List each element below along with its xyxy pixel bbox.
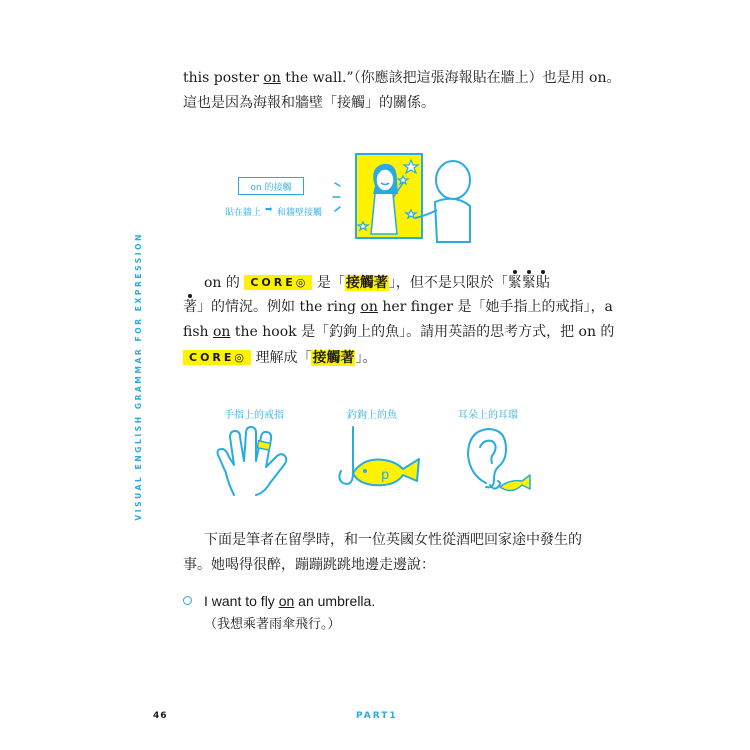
text-span: 」。 [355,350,377,366]
text-span: an umbrella. [294,593,376,609]
caption-earring-on-ear: 耳朵上的耳環 [458,410,518,421]
caption-fish-on-hook: 釣鉤上的魚 [347,410,397,421]
hand-ring-illustration [214,425,294,500]
text-span: fish [183,324,213,340]
page-number: 46 [153,711,168,721]
emphasis-dot-char: 緊 [521,275,536,291]
highlight-contact: 接觸著 [345,275,388,291]
text-span: her finger 是「她手指上的戒指」，a [377,299,613,315]
paragraph-3-line-1: 下面是筆者在留學時，和一位英國女性從酒吧回家途中發生的 [204,532,582,548]
paragraph-1-line-1 [183,71,620,85]
text-span: this poster [183,70,264,86]
emphasis-dot-char: 著 [183,299,197,315]
part-label: PART1 [356,711,398,721]
core-badge: CORE◎ [183,350,251,365]
paragraph-2-line-1 [204,275,550,290]
core-badge: CORE◎ [244,275,312,290]
text-span: 理解成「 [255,350,312,366]
example-chinese: （我想乘著雨傘飛行。） [204,617,341,632]
arrow-right-icon: ➡ [265,205,273,215]
text-span: 」的情況。例如 the ring [197,299,361,315]
underlined-on: on [213,324,231,340]
ear-earring-illustration [460,425,540,500]
underlined-on: on [263,70,281,86]
highlight-contact: 接觸著 [312,350,355,366]
text-span: on 的 [204,275,240,291]
fish-hook-illustration [333,425,428,500]
bullet-circle-icon [183,596,192,605]
emphasis-dot-char: 緊 [507,275,522,291]
underlined-on: on [360,299,378,315]
caption-contact-wall: 和牆壁接觸 [277,208,323,218]
svg-text:p: p [381,468,390,483]
paragraph-2-line-3 [183,325,614,339]
paragraph-1-line-2: 這也是因為海報和牆壁「接觸」的關係。 [183,95,435,111]
side-running-title: VISUAL ENGLISH GRAMMAR FOR EXPRESSION [134,232,143,521]
underlined-on: on [278,593,295,609]
caption-stick-on-wall: 貼在牆上 [225,208,262,218]
paragraph-2-line-4 [183,350,376,365]
text-span: I want to fly [204,593,279,609]
text-span: the hook 是「釣鉤上的魚」。請用英語的思考方式，把 on 的 [230,324,615,340]
poster-on-wall-illustration [325,150,500,250]
on-contact-label-box: on 的接觸 [238,177,304,195]
text-span: 」，但不是只限於「 [388,275,508,291]
text-span: the wall.”（你應該把這張海報貼在牆上）也是用 on。 [280,70,621,86]
paragraph-3-line-2: 事。她喝得很醉，蹦蹦跳跳地邊走邊說： [183,557,435,573]
paragraph-2-line-2 [183,300,613,314]
example-english [204,593,375,609]
caption-ring-on-finger: 手指上的戒指 [224,410,284,421]
emphasis-dot-char: 貼 [535,275,550,291]
text-span: 是「 [316,275,345,291]
